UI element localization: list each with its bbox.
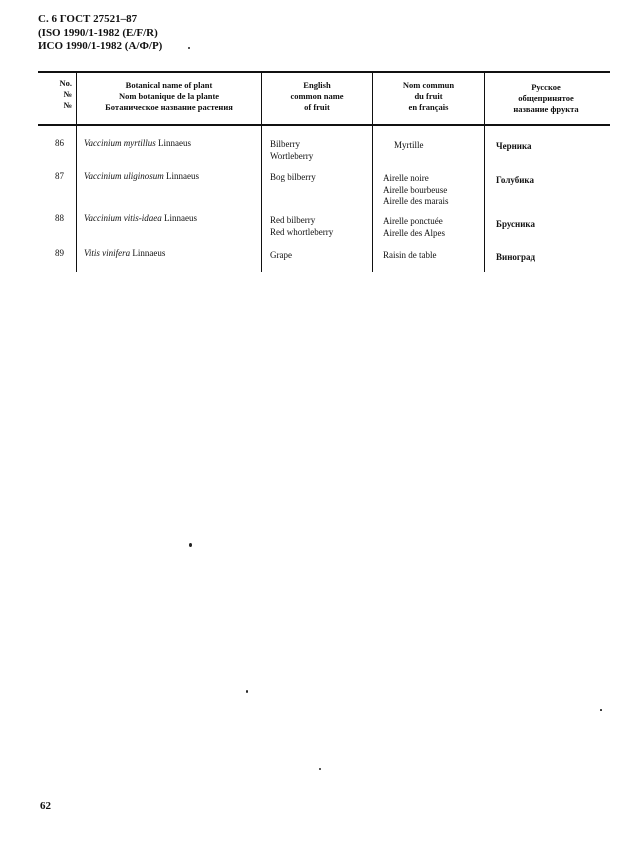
running-header — [38, 13, 162, 54]
table-row-86-botanical: Vaccinium myrtillus Linnaeus — [84, 138, 191, 148]
scan-speck — [600, 709, 602, 711]
table-row-86-french: Myrtille — [394, 140, 424, 150]
column-header-english: English common name of fruit — [290, 80, 344, 112]
scan-speck — [188, 47, 190, 49]
table-row-89-botanical: Vitis vinifera Linnaeus — [84, 248, 166, 258]
table-row-89-english: Grape — [270, 250, 292, 260]
column-header-french: Nom commun du fruit en français — [402, 80, 455, 112]
table-row-87-number: 87 — [55, 171, 64, 181]
table-row-88-botanical: Vaccinium vitis-idaea Linnaeus — [84, 213, 197, 223]
scan-speck — [246, 690, 248, 693]
header-line-iso-russian: ИСО 1990/1-1982 (А/Ф/Р) — [38, 40, 163, 52]
table-row-87-russian: Голубика — [496, 175, 534, 185]
table-row-88-french: Airelle ponctuée Airelle des Alpes — [383, 216, 445, 238]
table-row-87-english: Bog bilberry — [270, 172, 316, 182]
table-row-87-botanical: Vaccinium uliginosum Linnaeus — [84, 171, 199, 181]
table-row-87-french: Airelle noire Airelle bourbeuse Airelle des marais — [383, 173, 449, 206]
table-row-89-russian: Виноград — [496, 252, 536, 262]
header-line-iso: (ISO 1990/1-1982 (E/F/R) — [38, 26, 158, 39]
scan-speck — [319, 768, 321, 770]
scan-speck — [189, 543, 192, 547]
table-row-86-english: Bilberry Wortleberry — [270, 139, 314, 161]
table-row-89-number: 89 — [55, 248, 64, 258]
table-row-88-number: 88 — [55, 213, 64, 223]
page-number: 62 — [40, 800, 51, 812]
table-top-rule — [38, 71, 610, 73]
header-line-gost: С. 6 ГОСТ 27521–87 — [38, 13, 138, 25]
table-row-86-number: 86 — [55, 138, 64, 148]
column-header-russian: Русское общепринятое название фрукта — [513, 82, 579, 114]
table-row-88-russian: Брусника — [496, 219, 535, 229]
column-divider-1 — [76, 72, 77, 272]
table-header-rule — [38, 124, 610, 126]
table-row-89-french: Raisin de table — [383, 250, 437, 260]
column-header-botanical: Botanical name of plant Nom botanique de la plante Ботаническое название растения — [105, 80, 233, 112]
table-row-86-russian: Черника — [496, 141, 532, 151]
column-header-no: No. № № — [59, 78, 72, 110]
table-row-88-english: Red bilberry Red whortleberry — [270, 215, 334, 237]
